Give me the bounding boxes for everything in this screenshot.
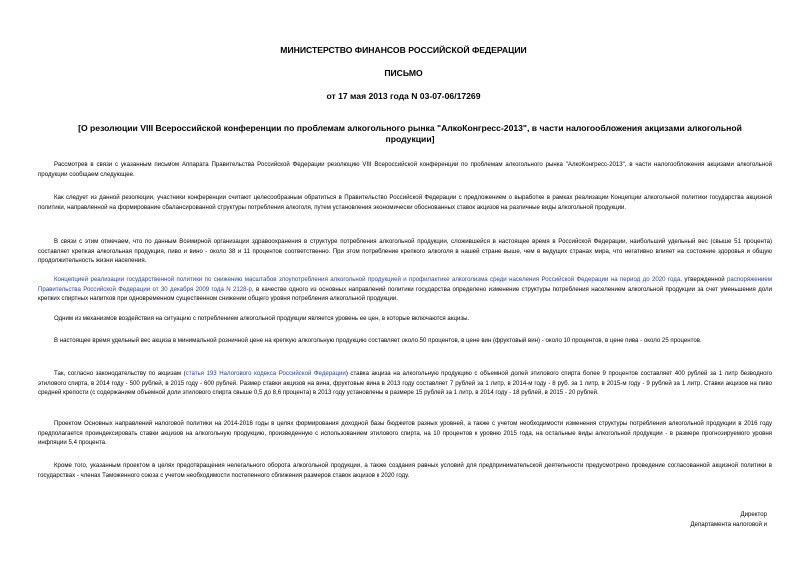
- paragraph-7-text-a: Так, согласно законодательству по акцизам (: [54, 370, 186, 377]
- document-title: [О резолюции VIII Всероссийской конференции по проблемам алкогольного рынка "АлкоКонгресс-2013", в части налогообложения акцизами алкогольной продукции]: [78, 123, 742, 144]
- document-date-number: от 17 мая 2013 года N 03-07-06/17269: [326, 91, 481, 101]
- paragraph-5: Одним из механизмов воздействия на ситуацию с потреблением алкогольной продукции является уровень ее цен, в которые включаются акцизы.: [54, 315, 470, 322]
- signature-department: Департамента налоговой и: [690, 521, 767, 528]
- paragraph-2: Как следует из данной резолюции, участники конференции считают целесообразным обратиться в Правительство Российской Федерации с предложением о выработке в рамках реализации Концепции алкогольной политики государства акцизной политики, направленной на формирование сбалансированной структуры потребления алкоголя, путем установления экономически обоснованных ставок акцизов на различные виды алкогольной продукции.: [38, 194, 772, 211]
- paragraph-6: В настоящее время удельный вес акциза в минимальной розничной цене на крепкую алкогольную продукцию составляет около 50 процентов, в цене вин (фруктовый вин) - около 10 процентов, в цене пива - около 25 процентов.: [54, 337, 702, 344]
- paragraph-4: [38, 275, 772, 304]
- paragraph-4-text-a: , утвержденной: [680, 276, 728, 283]
- ministry-heading: МИНИСТЕРСТВО ФИНАНСОВ РОССИЙСКОЙ ФЕДЕРАЦИИ: [280, 45, 527, 55]
- government-order-2128-link[interactable]: распоряжением Правительства Российской Федерации от 30 декабря 2009 года N 2128-р: [38, 276, 772, 293]
- signature-title: Директор: [740, 511, 767, 518]
- paragraph-7: [38, 369, 772, 398]
- paragraph-9: Кроме того, указанным проектом в целях предотвращения нелегального оборота алкогольной продукции, а также создания равных условий для предпринимательской деятельности предусмотрено проведение согласованной акцизной политики в государствах - членах Таможенного союза с учетом необходимости постепенного сближения размеров ставок акцизов к 2020 году.: [38, 462, 772, 479]
- paragraph-7-text-b: ) ставка акциза на алкогольную продукцию с объемной долей этилового спирта более 9 процентов составляет 400 рублей за 1 литр безводного этилового спирта, в 2014 году - 500 рублей, в 2015 году - 600 рублей. Размер ставки акцизов на вина, фруктовые вина в 2013 году составляет 7 рублей за 1 литр, в 2014-м году - 8 руб. за 1 литр, в 2015-м году - 9 рублей за 1 литр. Ставки акцизов на пиво средней крепости (с содержанием объемной доли этилового спирта свыше 0,5 до 8,6 процента) в 2013 году установлены в размере 15 рублей за 1 литр, в 2014 году - 18 рублей, в 2015 - 20 рублей.: [38, 370, 773, 397]
- paragraph-4-text-b: , в качестве одного из основных направлений политики государства определено изменение структуры потребления населением алкогольной продукции за счет уменьшения доли крепких спиртных напитков при одновременном существенном снижении общего уровня потребления алкогольной продукции.: [38, 285, 772, 303]
- concept-2020-link[interactable]: Концепцией реализации государственной политики по снижению масштабов злоупотребления алкогольной продукцией и профилактике алкоголизма среди населения Российской Федерации на период до 2020 года: [54, 276, 681, 283]
- paragraph-1: Рассмотрев в связи с указанным письмом Аппарата Правительства Российской Федерации резолюцию VIII Всероссийской конференции по проблемам алкогольного рынка "АлкоКонгресс-2013", в части налогообложения акцизами алкогольной продукции сообщаем следующее.: [38, 161, 772, 178]
- paragraph-8: Проектом Основных направлений налоговой политики на 2014-2016 годы в целях формирования доходной базы бюджетов разных уровней, а также с учетом необходимости изменения структуры потребления алкогольной продукции в 2016 году предполагается проиндексировать ставки акцизов на алкогольную продукцию, произведенную с использованием этилового спирта, на 10 процентов к уровню 2015 года, на остальные виды алкогольной продукции - в размере прогнозируемого уровня инфляции 5,4 процента.: [38, 420, 772, 447]
- document-type: ПИСЬМО: [384, 68, 423, 78]
- paragraph-3: В связи с этим отмечаем, что по данным Всемирной организации здравоохранения в структуре потребления алкогольной продукции, сложившейся в настоящее время в Российской Федерации, наибольший удельный вес (свыше 51 процента) составляет крепкая алкогольная продукция, пиво и вино - около 38 и 11 процентов соответственно. При этом потребление крепкого алкоголя в нашей стране выше, чем в ведущих странах мира, что негативно влияет на состояние здоровья и общую продолжительность жизни населения.: [38, 238, 772, 265]
- tax-code-article-193-link[interactable]: статья 193 Налогового кодекса Российской Федерации: [185, 370, 346, 377]
